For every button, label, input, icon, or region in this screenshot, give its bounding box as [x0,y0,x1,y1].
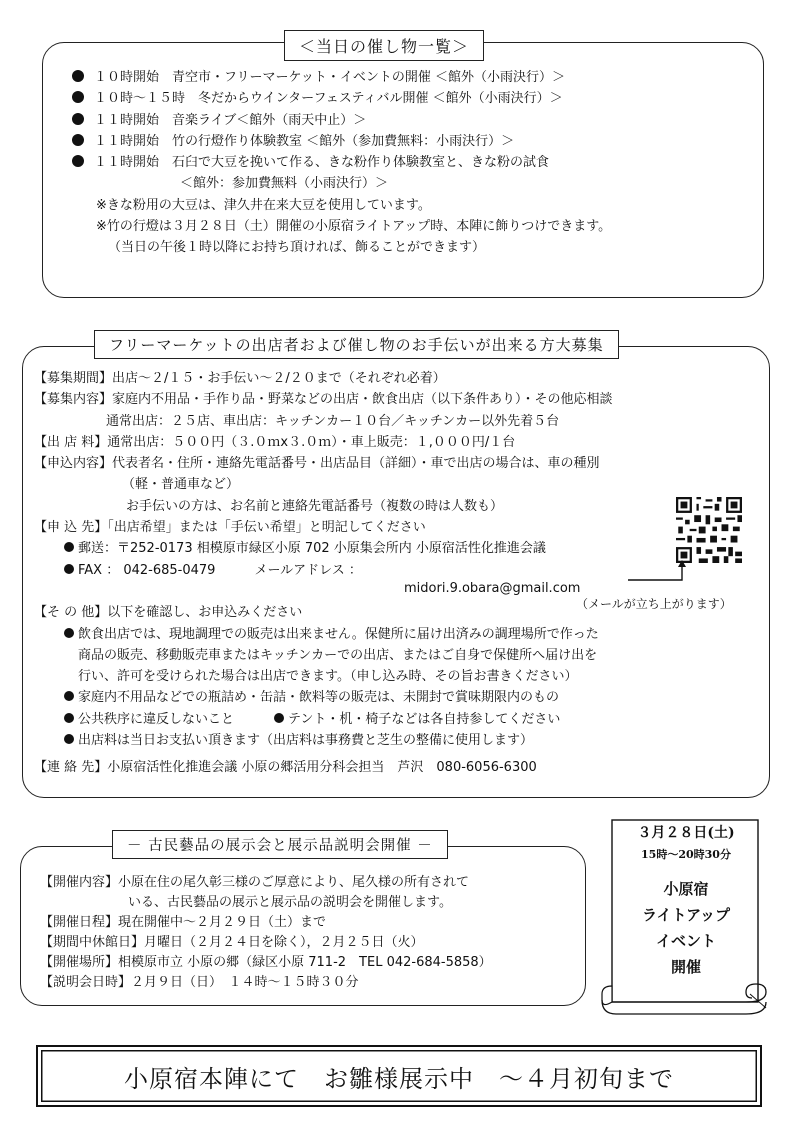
bullet-icon [64,564,74,574]
recruit-content: 【募集内容】家庭内不用品・手作り品・野菜などの出店・飲食出店（以下条件あり）・その他応相談 [34,392,613,408]
qr-code-icon[interactable] [676,497,742,563]
hina-banner: 小原宿本陣にて お雛様展示中 ～４月初旬まで [36,1045,762,1107]
bullet-icon [64,734,74,744]
email-note: （メールが立ち上がります） [576,597,732,611]
bullet-icon [72,155,84,167]
lightup-date: ３月２８日(土) [637,825,735,841]
bullet-icon [64,713,74,723]
recruit-other-item: 飲食出店では、現地調理での販売は出来ません。保健所に届け出済みの調理場所で作った [34,624,613,645]
events-title: ＜当日の催し物一覧＞ [284,30,484,61]
recruit-other: 【そ の 他】以下を確認し、お申込みください [34,605,303,621]
exhibit-closed: 【期間中休館日】月曜日（２月２４日を除く），２月２５日（火） [40,935,424,950]
exhibit-content-cont: いる、古民藝品の展示と展示品の説明会を開催します。 [128,895,452,910]
exhibit-lines [40,873,492,993]
bullet-icon [64,542,74,552]
email-link[interactable]: midori.9.obara@gmail.com [404,581,581,596]
recruit-lines [34,368,613,779]
recruit-apply-helper: お手伝いの方は、お名前と連絡先電話番号（複数の時は人数も） [126,498,504,514]
recruit-apply-content-cont: （軽・普通車など） [122,477,240,493]
recruit-other-item: 出店料は当日お支払い頂きます（出店料は事務費と芝生の整備に使用します） [34,730,613,751]
event-item: １０時開始 青空市・フリーマーケット・イベントの開催 ＜館外（小雨決行）＞ [72,67,611,88]
recruit-other-item: 公共秩序に違反しないこと テント・机・椅子などは各自持参してください [34,709,613,730]
event-item: １０時～１５時 冬だからウインターフェスティバル開催 ＜館外（小雨決行）＞ [72,88,611,109]
event-item: １１時開始 竹の行燈作り体験教室 ＜館外（参加費無料：小雨決行）＞ [72,131,611,152]
lightup-title: 小原宿 ライトアップ イベント 開催 [641,880,731,976]
exhibit-dates: 【開催日程】現在開催中～２月２９日（土）まで [40,915,327,930]
recruit-post: 郵送：〒252-0173 相模原市緑区小原 702 小原集会所内 小原宿活性化推進会議 [34,538,613,559]
recruit-period: 【募集期間】出店～２/１５・お手伝い～２/２０まで（それぞれ必着） [34,371,446,386]
bullet-icon [64,691,74,701]
event-note: ※きな粉用の大豆は、津久井在来大豆を使用しています。 [96,197,431,213]
recruit-fee: 【出 店 料】通常出店：５００円（３.０ｍx３.０ｍ）・車上販売：１,０００円/１台 [34,434,516,450]
lightup-card [616,822,756,980]
event-item: １１時開始 石臼で大豆を挽いて作る、きな粉作り体験教室と、きな粉の試食 [72,152,611,173]
bullet-icon [72,134,84,146]
exhibit-place: 【開催場所】相模原市立 小原の郷（緑区小原 711-2 TEL 042-684-5858） [40,955,492,970]
events-list [72,67,611,259]
recruit-contact: 【連 絡 先】小原宿活性化推進会議 小原の郷活用分科会担当 芦沢 080-6056-6300 [34,760,537,776]
event-item-cont: ＜館外：参加費無料（小雨決行）＞ [180,176,389,192]
recruit-content-cont: 通常出店：２５店、車出店：キッチンカー１０台／キッチンカー以外先着５台 [106,413,560,429]
event-note: （当日の午後１時以降にお持ち頂ければ、飾ることができます） [108,240,486,256]
bullet-icon [72,113,84,125]
lightup-time: 15時～20時30分 [641,848,731,861]
exhibit-title: － 古民藝品の展示会と展示品説明会開催 － [112,830,448,859]
recruit-apply-to: 【申 込 先】「出店希望」または「手伝い希望」と明記してください [34,520,426,536]
recruit-title: フリーマーケットの出店者および催し物のお手伝いが出来る方大募集 [94,330,619,359]
recruit-other-item-cont: 行い、許可を受けられた場合は出店できます。（申し込み時、その旨お書きください） [78,669,578,685]
event-item: １１時開始 音楽ライブ＜館外（雨天中止）＞ [72,110,611,131]
arrow-up-icon [626,560,688,582]
bullet-icon [274,713,284,723]
recruit-apply-content: 【申込内容】代表者名・住所・連絡先電話番号・出店品目（詳細）・車で出店の場合は、車の種別 [34,456,600,472]
recruit-other-item-cont: 商品の販売、移動販売車またはキッチンカーでの出店、またはご自身で保健所へ届け出を [78,647,598,663]
recruit-fax: FAX ： 042-685-0479 メールアドレス ： [34,560,613,581]
recruit-other-item: 家庭内不用品などでの瓶詰め・缶詰・飲料等の販売は、未開封で賞味期限内のもの [34,687,613,708]
bullet-icon [72,70,84,82]
exhibit-content: 【開催内容】小原在住の尾久彰三様のご厚意により、尾久様の所有されて [40,875,470,890]
bullet-icon [72,91,84,103]
event-note: ※竹の行燈は３月２８日（土）開催の小原宿ライトアップ時、本陣に飾りつけできます。 [96,219,612,235]
bullet-icon [64,628,74,638]
exhibit-talk: 【説明会日時】２月９日（日） １４時～１５時３０分 [40,975,359,990]
